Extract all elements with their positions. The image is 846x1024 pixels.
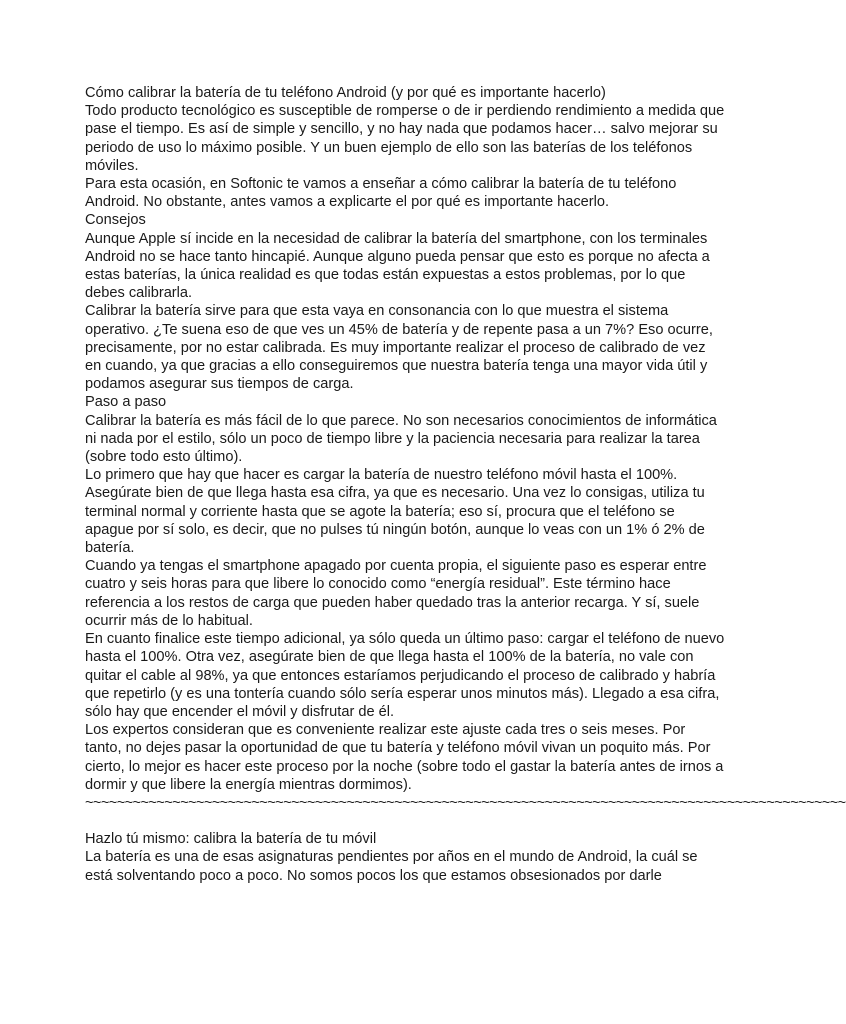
paragraph: En cuanto finalice este tiempo adicional, ya sólo queda un último paso: cargar el teléfono de nuevo hasta el 100%. Otra vez, asegúrate bien de que llega hasta el 100% de la batería, no vale con quitar el cable al 98%, ya que entonces estaríamos perjudicando el proceso de calibrado y habría que repetirlo (y es una tontería cuando sólo sería esperar unos minutos más). Llegado a esa cifra, sólo hay que encender el móvil y disfrutar de él. [85,631,725,720]
paragraph: Los expertos consideran que es conveniente realizar este ajuste cada tres o seis meses. Por tanto, no dejes pasar la oportunidad de que tu batería y teléfono móvil vivan un poquito más. Por cierto, lo mejor es hacer este proceso por la noche (sobre todo el gastar la batería antes de irnos a dormir y que libere la energía mientras dormimos). [85,722,724,793]
paragraph: Calibrar la batería es más fácil de lo que parece. No son necesarios conocimientos de informática ni nada por el estilo, sólo un poco de tiempo libre y la paciencia necesaria para realizar la tarea (sobre todo esto último). [85,412,717,466]
paragraph: Lo primero que hay que hacer es cargar la batería de nuestro teléfono móvil hasta el 100%. Asegúrate bien de que llega hasta esa cifra, ya que es necesario. Una vez lo consigas, utiliza tu terminal normal y corriente hasta que se agote la batería; eso sí, procura que el teléfono se apague por sí solo, es decir, que no pulses tú ningún botón, aunque lo veas con un 1% ó 2% de batería. [85,467,705,557]
paragraph: Cuando ya tengas el smartphone apagado por cuenta propia, el siguiente paso es esperar entre cuatro y seis horas para que libere lo conocido como “energía residual”. Este término hace referencia a los restos de carga que pueden haber quedado tras la anterior recarga. Y sí, suele ocurrir más de lo habitual. [85,558,707,629]
heading-consejos: Consejos [85,212,146,229]
paragraph: Calibrar la batería sirve para que esta vaya en consonancia con lo que muestra el sistema operativo. ¿Te suena eso de que ves un 45% de batería y de repente pasa a un 7%? Eso ocurre, precisamente, por no estar calibrada. Es muy importante realizar el proceso de calibrado de vez en cuando, ya que gracias a ello conseguiremos que nuestra batería tenga una mayor vida útil y podamos asegurar sus tiempos de carga. [85,303,713,393]
document-page [85,84,846,885]
article-title: Cómo calibrar la batería de tu teléfono Android (y por qué es importante hacerlo) [85,85,606,101]
tilde-separator: ~~~~~~~~~~~~~~~~~~~~~~~~~~~~~~~~~~~~~~~~~~~~~~~~~~~~~~~~~~~~~~~~~~~~~~~~~~~~~~~~~~~~~~~~~~~~~~~~ [85,794,846,811]
paragraph: Para esta ocasión, en Softonic te vamos a enseñar a cómo calibrar la batería de tu teléfono Android. No obstante, antes vamos a explicarte el por qué es importante hacerlo. [85,176,677,211]
section-title: Hazlo tú mismo: calibra la batería de tu móvil [85,831,377,848]
heading-paso-a-paso: Paso a paso [85,394,167,411]
paragraph: Todo producto tecnológico es susceptible de romperse o de ir perdiendo rendimiento a medida que pase el tiempo. Es así de simple y sencillo, y no hay nada que podamos hacer… salvo mejorar su periodo de uso lo máximo posible. Y un buen ejemplo de ello son las baterías de los teléfonos móviles. [85,103,725,174]
paragraph: Aunque Apple sí incide en la necesidad de calibrar la batería del smartphone, con los terminales Android no se hace tanto hincapié. Aunque alguno pueda pensar que esto es porque no afecta a estas baterías, la única realidad es que todas están expuestas a estos problemas, por lo que debes calibrarla. [85,230,710,302]
paragraph: La batería es una de esas asignaturas pendientes por años en el mundo de Android, la cuál se está solventando poco a poco. No somos pocos los que estamos obsesionados por darle [85,849,698,884]
spacer [85,812,725,830]
